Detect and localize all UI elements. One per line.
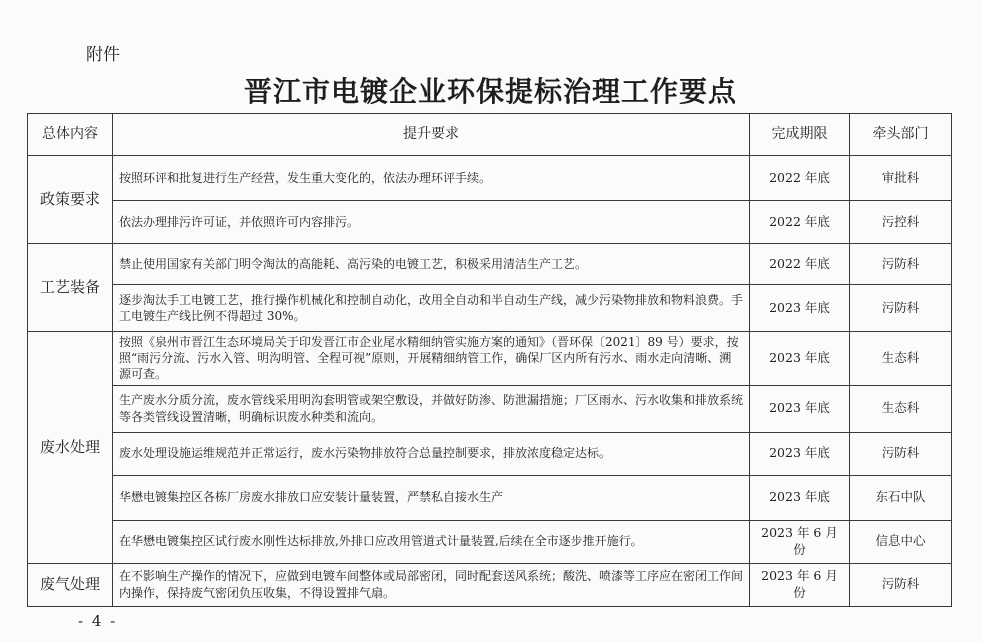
department-cell: 污防科: [850, 244, 952, 285]
department-cell: 生态科: [850, 385, 952, 432]
deadline-cell: 2023 年 6 月份: [750, 520, 850, 563]
header-department: 牵头部门: [850, 114, 952, 156]
table-row: [28, 201, 952, 244]
table-header-row: [28, 114, 952, 156]
requirement-cell: 华懋电镀集控区各栋厂房废水排放口应安装计量装置，严禁私自接水生产: [113, 475, 750, 520]
requirements-table: [27, 113, 952, 607]
deadline-cell: 2022 年底: [750, 156, 850, 201]
table-row: [28, 285, 952, 332]
requirement-cell: 禁止使用国家有关部门明令淘汰的高能耗、高污染的电镀工艺，积极采用清洁生产工艺。: [113, 244, 750, 285]
document-title: 晋江市电镀企业环保提标治理工作要点: [243, 75, 737, 108]
table-row: [28, 520, 952, 563]
deadline-cell: 2022 年底: [750, 201, 850, 244]
deadline-cell: 2023 年 6 月份: [750, 563, 850, 606]
deadline-cell: 2023 年底: [750, 385, 850, 432]
requirement-cell: 逐步淘汰手工电镀工艺，推行操作机械化和控制自动化，改用全自动和半自动生产线，减少污染物排放和物料浪费。手工电镀生产线比例不得超过 30%。: [113, 285, 750, 332]
category-policy: 政策要求: [28, 156, 113, 244]
category-exhaust: 废气处理: [28, 563, 113, 606]
table-row: [28, 563, 952, 606]
table-row: [28, 385, 952, 432]
department-cell: 污防科: [850, 432, 952, 475]
requirement-cell: 按照《泉州市晋江生态环境局关于印发晋江市企业尾水精细纳管实施方案的通知》（晋环保〔2021〕89 号）要求，按照“雨污分流、污水入管、明沟明管、全程可视”原则，开展精细纳管工作，确保厂区内所有污水、雨水走向清晰、溯源可查。: [113, 332, 750, 386]
department-cell: 污防科: [850, 285, 952, 332]
attachment-label: 附件: [86, 45, 120, 65]
department-cell: 生态科: [850, 332, 952, 386]
requirement-cell: 废水处理设施运维规范并正常运行，废水污染物排放符合总量控制要求，排放浓度稳定达标。: [113, 432, 750, 475]
deadline-cell: 2023 年底: [750, 432, 850, 475]
table-row: [28, 156, 952, 201]
header-deadline: 完成期限: [750, 114, 850, 156]
department-cell: 审批科: [850, 156, 952, 201]
table-row: [28, 332, 952, 386]
department-cell: 信息中心: [850, 520, 952, 563]
deadline-cell: 2023 年底: [750, 285, 850, 332]
deadline-cell: 2022 年底: [750, 244, 850, 285]
department-cell: 污防科: [850, 563, 952, 606]
table-row: [28, 432, 952, 475]
requirement-cell: 按照环评和批复进行生产经营，发生重大变化的，依法办理环评手续。: [113, 156, 750, 201]
table-row: [28, 475, 952, 520]
deadline-cell: 2023 年底: [750, 332, 850, 386]
page-number: - 4 -: [78, 612, 118, 630]
department-cell: 东石中队: [850, 475, 952, 520]
header-category: 总体内容: [28, 114, 113, 156]
category-wastewater: 废水处理: [28, 332, 113, 564]
table-row: [28, 244, 952, 285]
requirement-cell: 在华懋电镀集控区试行废水刚性达标排放,外排口应改用管道式计量装置,后续在全市逐步推开施行。: [113, 520, 750, 563]
deadline-cell: 2023 年底: [750, 475, 850, 520]
requirement-cell: 依法办理排污许可证，并依照许可内容排污。: [113, 201, 750, 244]
requirement-cell: 生产废水分质分流，废水管线采用明沟套明管或架空敷设，并做好防渗、防泄漏措施；厂区雨水、污水收集和排放系统等各类管线设置清晰，明确标识废水种类和流向。: [113, 385, 750, 432]
header-requirement: 提升要求: [113, 114, 750, 156]
category-process: 工艺装备: [28, 244, 113, 332]
requirement-cell: 在不影响生产操作的情况下，应做到电镀车间整体或局部密闭，同时配套送风系统；酸洗、喷漆等工序应在密闭工作间内操作，保持废气密闭负压收集，不得设置排气扇。: [113, 563, 750, 606]
department-cell: 污控科: [850, 201, 952, 244]
